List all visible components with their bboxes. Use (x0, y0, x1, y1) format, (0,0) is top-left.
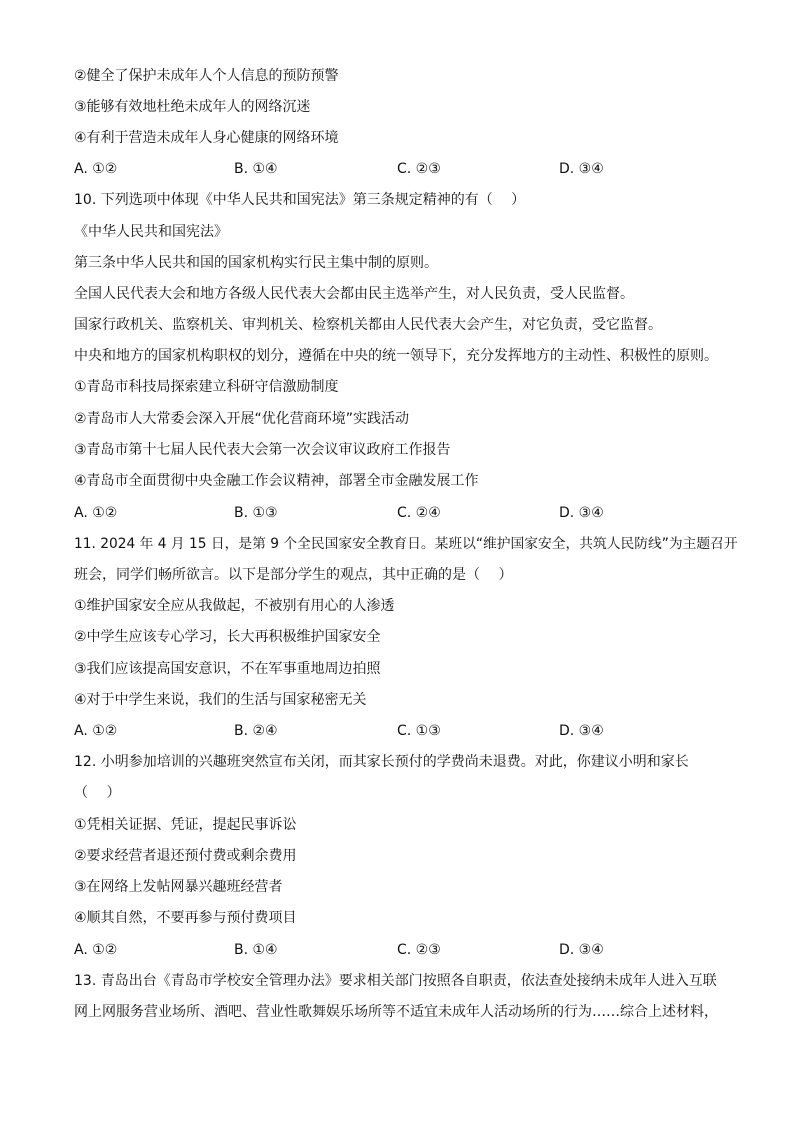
q9-option-b[interactable]: B. ①④ (234, 161, 278, 177)
q12-stem-line-1: 12. 小明参加培训的兴趣班突然宣布关闭，而其家长预付的学费尚未退费。对此，你建议小明和家长 (74, 754, 689, 770)
q13-stem-line-2: 网上网服务营业场所、酒吧、营业性歌舞娱乐场所等不适宜未成年人活动场所的行为……综合上述材料， (74, 1004, 718, 1020)
q12-stem-line-2: （ ） (74, 785, 121, 801)
q12-options (74, 941, 734, 959)
q9-statement-4: ④有利于营造未成年人身心健康的网络环境 (74, 130, 339, 146)
q12-statement-3: ③在网络上发帖网暴兴趣班经营者 (74, 879, 283, 895)
q12-option-b[interactable]: B. ①④ (234, 942, 278, 958)
q9-option-d[interactable]: D. ③④ (559, 161, 604, 177)
q11-option-c[interactable]: C. ①③ (397, 723, 441, 739)
q10-article-line-4: 中央和地方的国家机构职权的划分，遵循在中央的统一领导下，充分发挥地方的主动性、积极性的原则。 (74, 348, 718, 364)
q10-option-c[interactable]: C. ②④ (397, 505, 441, 521)
q12-statement-2: ②要求经营者退还预付费或剩余费用 (74, 848, 297, 864)
q10-options (74, 504, 734, 522)
q11-option-a[interactable]: A. ①② (74, 723, 118, 739)
q11-statement-1: ①维护国家安全应从我做起，不被别有用心的人渗透 (74, 598, 395, 614)
q12-option-d[interactable]: D. ③④ (559, 942, 604, 958)
q10-article-line-1: 第三条中华人民共和国的国家机构实行民主集中制的原则。 (74, 255, 438, 271)
q10-article-line-2: 全国人民代表大会和地方各级人民代表大会都由民主选举产生，对人民负责，受人民监督。 (74, 286, 634, 302)
q9-option-a[interactable]: A. ①② (74, 161, 118, 177)
q10-law-title: 《中华人民共和国宪法》 (74, 224, 228, 240)
q11-stem-line-2: 班会，同学们畅所欲言。以下是部分学生的观点，其中正确的是（ ） (74, 567, 513, 583)
q11-statement-2: ②中学生应该专心学习，长大再积极维护国家安全 (74, 629, 381, 645)
q10-statement-4: ④青岛市全面贯彻中央金融工作会议精神，部署全市金融发展工作 (74, 473, 479, 489)
q12-statement-4: ④顺其自然，不要再参与预付费项目 (74, 910, 297, 926)
q12-option-c[interactable]: C. ②③ (397, 942, 441, 958)
q9-statement-3: ③能够有效地杜绝未成年人的网络沉迷 (74, 99, 311, 115)
q10-option-d[interactable]: D. ③④ (559, 505, 604, 521)
q9-option-c[interactable]: C. ②③ (397, 161, 441, 177)
q10-statement-1: ①青岛市科技局探索建立科研守信激励制度 (74, 379, 339, 395)
q11-options (74, 722, 734, 740)
q13-stem-line-1: 13. 青岛出台《青岛市学校安全管理办法》要求相关部门按照各自职责，依法查处接纳未成年人进入互联 (74, 973, 717, 989)
q10-option-a[interactable]: A. ①② (74, 505, 118, 521)
q9-options (74, 160, 734, 178)
q9-statement-2: ②健全了保护未成年人个人信息的预防预警 (74, 68, 339, 84)
q11-statement-4: ④对于中学生来说，我们的生活与国家秘密无关 (74, 692, 367, 708)
q10-option-b[interactable]: B. ①③ (234, 505, 278, 521)
q12-option-a[interactable]: A. ①② (74, 942, 118, 958)
q10-article-line-3: 国家行政机关、监察机关、审判机关、检察机关都由人民代表大会产生，对它负责，受它监督。 (74, 317, 662, 333)
q11-option-b[interactable]: B. ②④ (234, 723, 278, 739)
q10-statement-2: ②青岛市人大常委会深入开展“优化营商环境”实践活动 (74, 411, 410, 427)
q11-statement-3: ③我们应该提高国安意识，不在军事重地周边拍照 (74, 661, 381, 677)
q11-stem-line-1: 11. 2024 年 4 月 15 日，是第 9 个全民国家安全教育日。某班以“维护国家安全，共筑人民防线”为主题召开 (74, 536, 738, 552)
q10-stem: 10. 下列选项中体现《中华人民共和国宪法》第三条规定精神的有（ ） (74, 192, 526, 208)
q10-statement-3: ③青岛市第十七届人民代表大会第一次会议审议政府工作报告 (74, 442, 451, 458)
q11-option-d[interactable]: D. ③④ (559, 723, 604, 739)
q12-statement-1: ①凭相关证据、凭证，提起民事诉讼 (74, 817, 297, 833)
